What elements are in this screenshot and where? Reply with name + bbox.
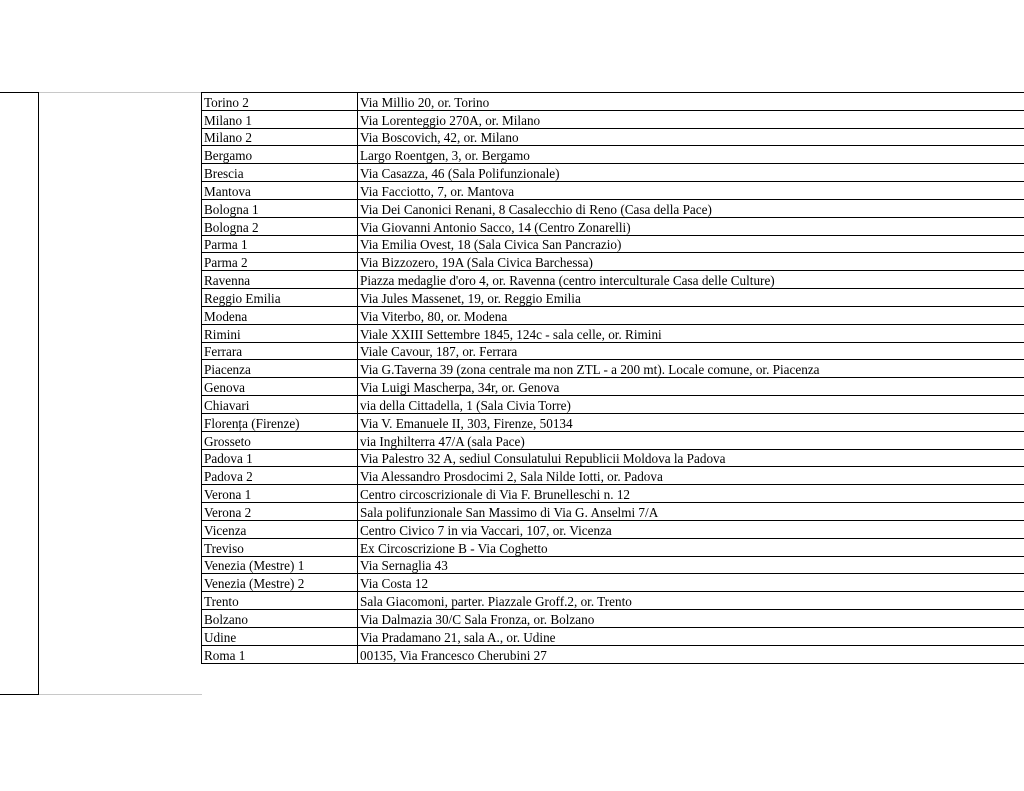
left-frame-column	[0, 92, 39, 695]
locations-table-body	[202, 93, 1024, 664]
table-row	[202, 431, 1024, 449]
address-cell: Via Alessandro Prosdocimi 2, Sala Nilde Iotti, or. Padova	[358, 467, 1024, 485]
address-cell: Via Emilia Ovest, 18 (Sala Civica San Pancrazio)	[358, 235, 1024, 253]
city-cell: Piacenza	[202, 360, 358, 378]
city-cell: Bologna 1	[202, 199, 358, 217]
address-cell: Via Casazza, 46 (Sala Polifunzionale)	[358, 164, 1024, 182]
city-cell: Rimini	[202, 324, 358, 342]
address-cell: Via Facciotto, 7, or. Mantova	[358, 182, 1024, 200]
table-row	[202, 128, 1024, 146]
address-cell: Via Bizzozero, 19A (Sala Civica Barchessa)	[358, 253, 1024, 271]
address-cell: 00135, Via Francesco Cherubini 27	[358, 645, 1024, 663]
table-row	[202, 396, 1024, 414]
table-row	[202, 449, 1024, 467]
city-cell: Chiavari	[202, 396, 358, 414]
address-cell: Ex Circoscrizione B - Via Coghetto	[358, 538, 1024, 556]
city-cell: Grosseto	[202, 431, 358, 449]
table-row	[202, 289, 1024, 307]
table-row	[202, 378, 1024, 396]
table-row	[202, 271, 1024, 289]
city-cell: Udine	[202, 627, 358, 645]
address-cell: Sala Giacomoni, parter. Piazzale Groff.2, or. Trento	[358, 592, 1024, 610]
table-row	[202, 467, 1024, 485]
city-cell: Genova	[202, 378, 358, 396]
city-cell: Milano 1	[202, 110, 358, 128]
address-cell: Via Giovanni Antonio Sacco, 14 (Centro Zonarelli)	[358, 217, 1024, 235]
address-cell: Via Sernaglia 43	[358, 556, 1024, 574]
table-row	[202, 413, 1024, 431]
address-cell: Via Millio 20, or. Torino	[358, 93, 1024, 111]
table-row	[202, 253, 1024, 271]
city-cell: Torino 2	[202, 93, 358, 111]
address-cell: Piazza medaglie d'oro 4, or. Ravenna (centro interculturale Casa delle Culture)	[358, 271, 1024, 289]
table-row	[202, 556, 1024, 574]
table-row	[202, 217, 1024, 235]
address-cell: Via Palestro 32 A, sediul Consulatului Republicii Moldova la Padova	[358, 449, 1024, 467]
address-cell: Viale Cavour, 187, or. Ferrara	[358, 342, 1024, 360]
city-cell: Roma 1	[202, 645, 358, 663]
city-cell: Ravenna	[202, 271, 358, 289]
table-row	[202, 610, 1024, 628]
address-cell: Sala polifunzionale San Massimo di Via G. Anselmi 7/A	[358, 503, 1024, 521]
city-cell: Parma 1	[202, 235, 358, 253]
table-row	[202, 645, 1024, 663]
city-cell: Trento	[202, 592, 358, 610]
city-cell: Verona 2	[202, 503, 358, 521]
address-cell: Via Dei Canonici Renani, 8 Casalecchio di Reno (Casa della Pace)	[358, 199, 1024, 217]
table-row	[202, 199, 1024, 217]
address-cell: Via Luigi Mascherpa, 34r, or. Genova	[358, 378, 1024, 396]
address-cell: Via V. Emanuele II, 303, Firenze, 50134	[358, 413, 1024, 431]
address-cell: Via Lorenteggio 270A, or. Milano	[358, 110, 1024, 128]
address-cell: Largo Roentgen, 3, or. Bergamo	[358, 146, 1024, 164]
address-cell: Viale XXIII Settembre 1845, 124c - sala celle, or. Rimini	[358, 324, 1024, 342]
table-row	[202, 503, 1024, 521]
city-cell: Milano 2	[202, 128, 358, 146]
table-row	[202, 110, 1024, 128]
table-row	[202, 485, 1024, 503]
city-cell: Bergamo	[202, 146, 358, 164]
city-cell: Florența (Firenze)	[202, 413, 358, 431]
address-cell: via Inghilterra 47/A (sala Pace)	[358, 431, 1024, 449]
city-cell: Verona 1	[202, 485, 358, 503]
table-row	[202, 164, 1024, 182]
address-cell: Via Costa 12	[358, 574, 1024, 592]
city-cell: Bolzano	[202, 610, 358, 628]
city-cell: Venezia (Mestre) 2	[202, 574, 358, 592]
address-cell: Via Jules Massenet, 19, or. Reggio Emilia	[358, 289, 1024, 307]
city-cell: Brescia	[202, 164, 358, 182]
address-cell: Centro Civico 7 in via Vaccari, 107, or. Vicenza	[358, 520, 1024, 538]
city-cell: Ferrara	[202, 342, 358, 360]
address-cell: Via G.Taverna 39 (zona centrale ma non ZTL - a 200 mt). Locale comune, or. Piacenza	[358, 360, 1024, 378]
table-row	[202, 592, 1024, 610]
table-row	[202, 324, 1024, 342]
table-row	[202, 342, 1024, 360]
city-cell: Reggio Emilia	[202, 289, 358, 307]
table-row	[202, 538, 1024, 556]
city-cell: Vicenza	[202, 520, 358, 538]
city-cell: Treviso	[202, 538, 358, 556]
table-row	[202, 182, 1024, 200]
table-row	[202, 574, 1024, 592]
table-row	[202, 520, 1024, 538]
address-cell: Via Pradamano 21, sala A., or. Udine	[358, 627, 1024, 645]
address-cell: Via Boscovich, 42, or. Milano	[358, 128, 1024, 146]
table-row	[202, 93, 1024, 111]
locations-table	[201, 92, 1024, 664]
address-cell: Centro circoscrizionale di Via F. Brunelleschi n. 12	[358, 485, 1024, 503]
address-cell: via della Cittadella, 1 (Sala Civia Torre)	[358, 396, 1024, 414]
table-row	[202, 146, 1024, 164]
table-row	[202, 235, 1024, 253]
table-row	[202, 627, 1024, 645]
table-row	[202, 360, 1024, 378]
address-cell: Via Dalmazia 30/C Sala Fronza, or. Bolzano	[358, 610, 1024, 628]
city-cell: Venezia (Mestre) 1	[202, 556, 358, 574]
city-cell: Padova 1	[202, 449, 358, 467]
empty-region-column	[39, 92, 202, 695]
city-cell: Padova 2	[202, 467, 358, 485]
address-cell: Via Viterbo, 80, or. Modena	[358, 306, 1024, 324]
city-cell: Mantova	[202, 182, 358, 200]
city-cell: Bologna 2	[202, 217, 358, 235]
city-cell: Parma 2	[202, 253, 358, 271]
table-row	[202, 306, 1024, 324]
city-cell: Modena	[202, 306, 358, 324]
